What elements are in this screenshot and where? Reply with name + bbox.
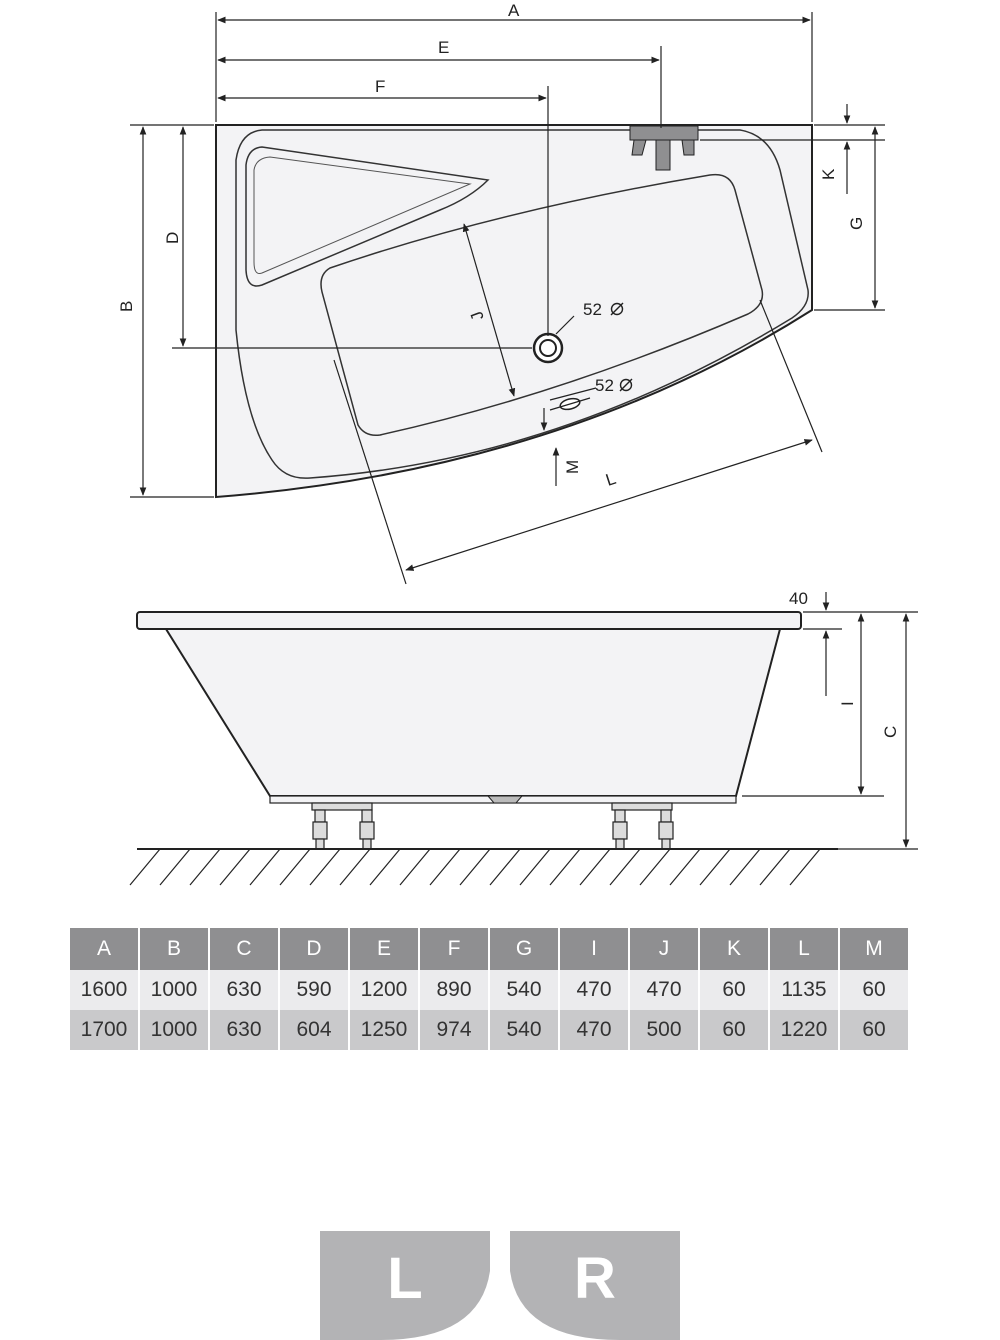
table-cell: 1220 [770, 1010, 838, 1050]
header-cell: M [840, 928, 908, 970]
header-cell: E [350, 928, 418, 970]
drain-size-bottom: 52 [595, 376, 614, 395]
header-cell: J [630, 928, 698, 970]
header-cell: A [70, 928, 138, 970]
label-F: F [375, 77, 386, 96]
side-view [130, 612, 838, 885]
table-cell: 540 [490, 1010, 558, 1050]
variant-right-label: R [574, 1246, 616, 1311]
table-cell: 470 [560, 970, 628, 1010]
hatch-line [130, 849, 160, 885]
header-cell: L [770, 928, 838, 970]
label-L: L [603, 468, 619, 490]
hatch-line [460, 849, 490, 885]
tub-body-side [166, 629, 780, 796]
label-rim-height: 40 [789, 589, 808, 608]
variant-right-badge [510, 1231, 680, 1340]
table-cell: 1000 [140, 970, 208, 1010]
table-cell: 1250 [350, 1010, 418, 1050]
hatch-line [580, 849, 610, 885]
table-cell: 890 [420, 970, 488, 1010]
label-J: J [466, 308, 488, 324]
hatch-line [160, 849, 190, 885]
hatch-line [400, 849, 430, 885]
hatch-line [310, 849, 340, 885]
table-cell: 1200 [350, 970, 418, 1010]
header-cell: B [140, 928, 208, 970]
header-cell: I [560, 928, 628, 970]
table-cell: 60 [700, 970, 768, 1010]
table-cell: 1000 [140, 1010, 208, 1050]
floor-hatch [130, 849, 820, 885]
header-cell: C [210, 928, 278, 970]
label-B: B [117, 300, 136, 312]
hatch-line [760, 849, 790, 885]
table-row [70, 970, 908, 1010]
variant-left-label: L [387, 1246, 423, 1311]
label-M: M [563, 459, 582, 474]
header-cell: F [420, 928, 488, 970]
header-cell: D [280, 928, 348, 970]
variant-left-badge [320, 1231, 490, 1340]
hatch-line [730, 849, 760, 885]
hatch-line [340, 849, 370, 885]
table-cell: 1700 [70, 1010, 138, 1050]
table-header-row [70, 928, 908, 970]
label-D: D [163, 231, 182, 244]
hatch-line [280, 849, 310, 885]
drain-outlet [488, 796, 522, 803]
label-G: G [847, 216, 866, 230]
label-I: I [838, 701, 857, 706]
hatch-line [370, 849, 400, 885]
hatch-line [670, 849, 700, 885]
drain-size-top: 52 [583, 300, 602, 319]
table-cell: 470 [560, 1010, 628, 1050]
table-cell: 630 [210, 970, 278, 1010]
label-A: A [508, 1, 520, 20]
hatch-line [220, 849, 250, 885]
table-cell: 60 [700, 1010, 768, 1050]
hatch-line [490, 849, 520, 885]
hatch-line [700, 849, 730, 885]
table-cell: 604 [280, 1010, 348, 1050]
table-cell: 590 [280, 970, 348, 1010]
table-row [70, 1010, 908, 1050]
table-cell: 1135 [770, 970, 838, 1010]
plan-view [216, 125, 812, 497]
support-legs [312, 803, 673, 849]
header-cell: G [490, 928, 558, 970]
table-cell: 974 [420, 1010, 488, 1050]
table-cell: 540 [490, 970, 558, 1010]
table-cell: 630 [210, 1010, 278, 1050]
dimensions-table [68, 928, 910, 1050]
label-K: K [819, 168, 838, 180]
table-cell: 60 [840, 1010, 908, 1050]
table-cell: 500 [630, 1010, 698, 1050]
label-E: E [438, 38, 450, 57]
hatch-line [250, 849, 280, 885]
hatch-line [190, 849, 220, 885]
drain-icon [534, 334, 562, 362]
hatch-line [430, 849, 460, 885]
tub-rim [137, 612, 801, 629]
hatch-line [610, 849, 640, 885]
hatch-line [520, 849, 550, 885]
table-cell: 470 [630, 970, 698, 1010]
hatch-line [550, 849, 580, 885]
header-cell: K [700, 928, 768, 970]
hatch-line [790, 849, 820, 885]
table-cell: 60 [840, 970, 908, 1010]
label-C: C [881, 725, 900, 738]
table-cell: 1600 [70, 970, 138, 1010]
hatch-line [640, 849, 670, 885]
